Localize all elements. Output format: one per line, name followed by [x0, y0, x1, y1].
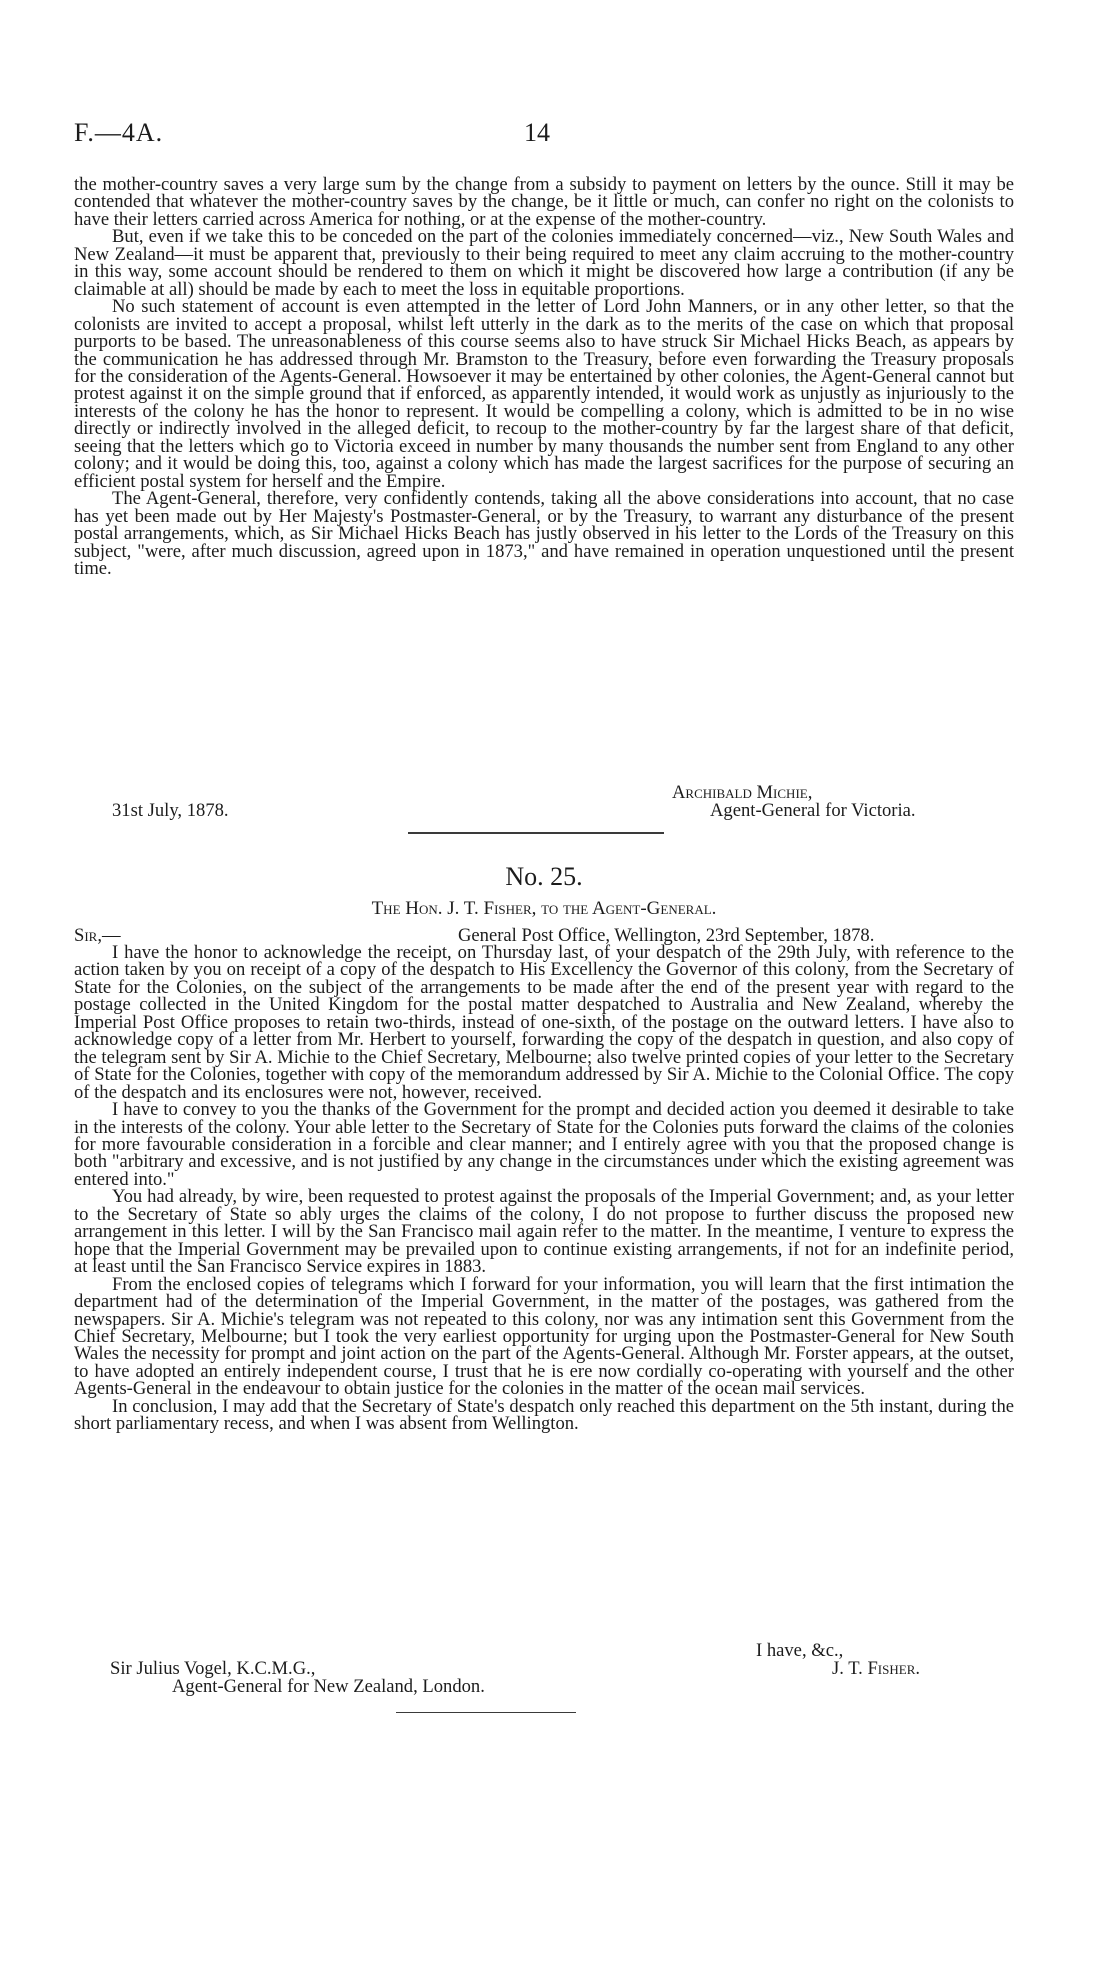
previous-letter-signer-title: Agent-General for Victoria.	[710, 800, 916, 821]
paragraph: the mother-country saves a very large sum by the change from a subsidy to payment on letters by the ounce. Still it may be contended that whatever the mother-country saves by the change, be it little or much, can confer no right on the colonists to have their letters carried across America for nothing, or at the expense of the mother-country.	[74, 174, 1014, 230]
paragraph: You had already, by wire, been requested to protest against the proposals of the Imperial Government; and, as your letter to the Secretary of State so ably urges the claims of the colony, I do not propose to further discuss the proposed new arrangement in this letter. I will by the San Francisco mail again refer to the matter. In the meantime, I venture to express the hope that the Imperial Government may be prevailed upon to continue existing arrangements, if not for an indefinite period, at least until the San Francisco Service expires in 1883.	[74, 1186, 1014, 1278]
letter-body	[74, 944, 1014, 1433]
addressee-role: Agent-General for New Zealand, London.	[172, 1676, 485, 1697]
addressee: Sir Julius Vogel, K.C.M.G.,	[110, 1658, 316, 1679]
paragraph: In conclusion, I may add that the Secretary of State's despatch only reached this department on the 5th instant, during the short parliamentary recess, and when I was absent from Wellington.	[74, 1395, 1014, 1435]
letter-title: The Hon. J. T. Fisher, to the Agent-General.	[371, 898, 717, 919]
paragraph: From the enclosed copies of telegrams which I forward for your information, you will learn that the first intimation the department had of the determination of the Imperial Government, in the matter of the postages, was gathered from the newspapers. Sir A. Michie's telegram was not repeated to this colony, nor was any intimation sent this Government from the Chief Secretary, Melbourne; but I took the very earliest opportunity for urging upon the Postmaster-General for New South Wales the necessity for prompt and joint action on the part of the Agents-General. Although Mr. Forster appears, at the outset, to have adopted an entirely independent course, I trust that he is ere now cordially co-operating with yourself and the other Agents-General in the endeavour to obtain justice for the colonies in the matter of the ocean mail services.	[74, 1273, 1014, 1400]
dateline: General Post Office, Wellington, 23rd September, 1878.	[458, 925, 875, 946]
paper-reference: F.—4A.	[74, 118, 164, 147]
closing: I have, &c.,	[756, 1640, 844, 1661]
paragraph: I have the honor to acknowledge the receipt, on Thursday last, of your despatch of the 29th July, with reference to the action taken by you on receipt of a copy of the despatch to His Excellency the Governor of this colony, from the Secretary of State for the Colonies, on the subject of the arrangements to be made after the end of the present year with regard to the postage collected in the United Kingdom for the postal matter despatched to Australia and New Zealand, whereby the Imperial Post Office proposes to retain two-thirds, instead of one-sixth, of the postage on the outward letters. I have also to acknowledge copy of a letter from Mr. Herbert to yourself, forwarding the copy of the despatch in question, and also copy of the telegram sent by Sir A. Michie to the Chief Secretary, Melbourne; also twelve printed copies of your letter to the Secretary of State for the Colonies, together with copy of the memorandum addressed by Sir A. Michie to the Colonial Office. The copy of the despatch and its enclosures were not, however, received.	[74, 942, 1014, 1103]
page-header	[74, 118, 1014, 158]
paragraph: No such statement of account is even attempted in the letter of Lord John Manners, or in any other letter, so that the colonists are invited to accept a proposal, whilst left utterly in the dark as to the merits of the case on which that proposal purports to be based. The unreasonableness of this course seems also to have struck Sir Michael Hicks Beach, as appears by the communication he has addressed through Mr. Bramston to the Treasury, before even forwarding the Treasury proposals for the consideration of the Agents-General. Howsoever it may be entertained by other colonies, the Agent-General cannot but protest against it on the simple ground that if enforced, as apparently intended, it would work as unjustly as injuriously to the interests of the colony he has the honor to represent. It would be compelling a colony, which is admitted to be in no wise directly or indirectly involved in the alleged deficit, to recoup to the mother-country by far the largest share of that deficit, seeing that the letters which go to Victoria exceed in number by many thousands the number sent from England to any other colony; and it would be doing this, too, against a colony which has made the largest sacrifices for the purpose of securing an efficient postal system for herself and the Empire.	[74, 296, 1014, 492]
salutation: Sir,—	[74, 925, 121, 946]
letter-number: No. 25.	[505, 862, 583, 891]
section-divider	[408, 832, 664, 834]
paragraph: I have to convey to you the thanks of the Government for the prompt and decided action you deemed it desirable to take in the interests of the colony. Your able letter to the Secretary of State for the Colonies puts forward the claims of the colonies for more favourable consideration in a forcible and clear manner; and I entirely agree with you that the proposed change is both "arbitrary and excessive, and is not justified by any change in the circumstances under which the existing agreement was entered into."	[74, 1099, 1014, 1190]
end-divider	[396, 1712, 576, 1713]
paragraph: The Agent-General, therefore, very confidently contends, taking all the above considerations into account, that no case has yet been made out by Her Majesty's Postmaster-General, or by the Treasury, to warrant any disturbance of the present postal arrangements, which, as Sir Michael Hicks Beach has justly observed in his letter to the Lords of the Treasury on this subject, "were, after much discussion, agreed upon in 1873," and have remained in operation unquestioned until the present time.	[74, 488, 1014, 579]
previous-letter-date: 31st July, 1878.	[112, 800, 229, 821]
previous-letter-signer: Archibald Michie,	[672, 782, 813, 803]
page-number: 14	[524, 118, 550, 147]
paragraph: But, even if we take this to be conceded on the part of the colonies immediately concerned—viz., New South Wales and New Zealand—it must be apparent that, previously to their being required to meet any claim accruing to the mother-country in this way, some account should be rendered to them on which it might be discovered how large a contribution (if any be claimable at all) should be made by each to meet the loss in equitable proportions.	[74, 226, 1014, 300]
letter-signer: J. T. Fisher.	[832, 1658, 921, 1679]
previous-letter-body	[74, 176, 1014, 577]
